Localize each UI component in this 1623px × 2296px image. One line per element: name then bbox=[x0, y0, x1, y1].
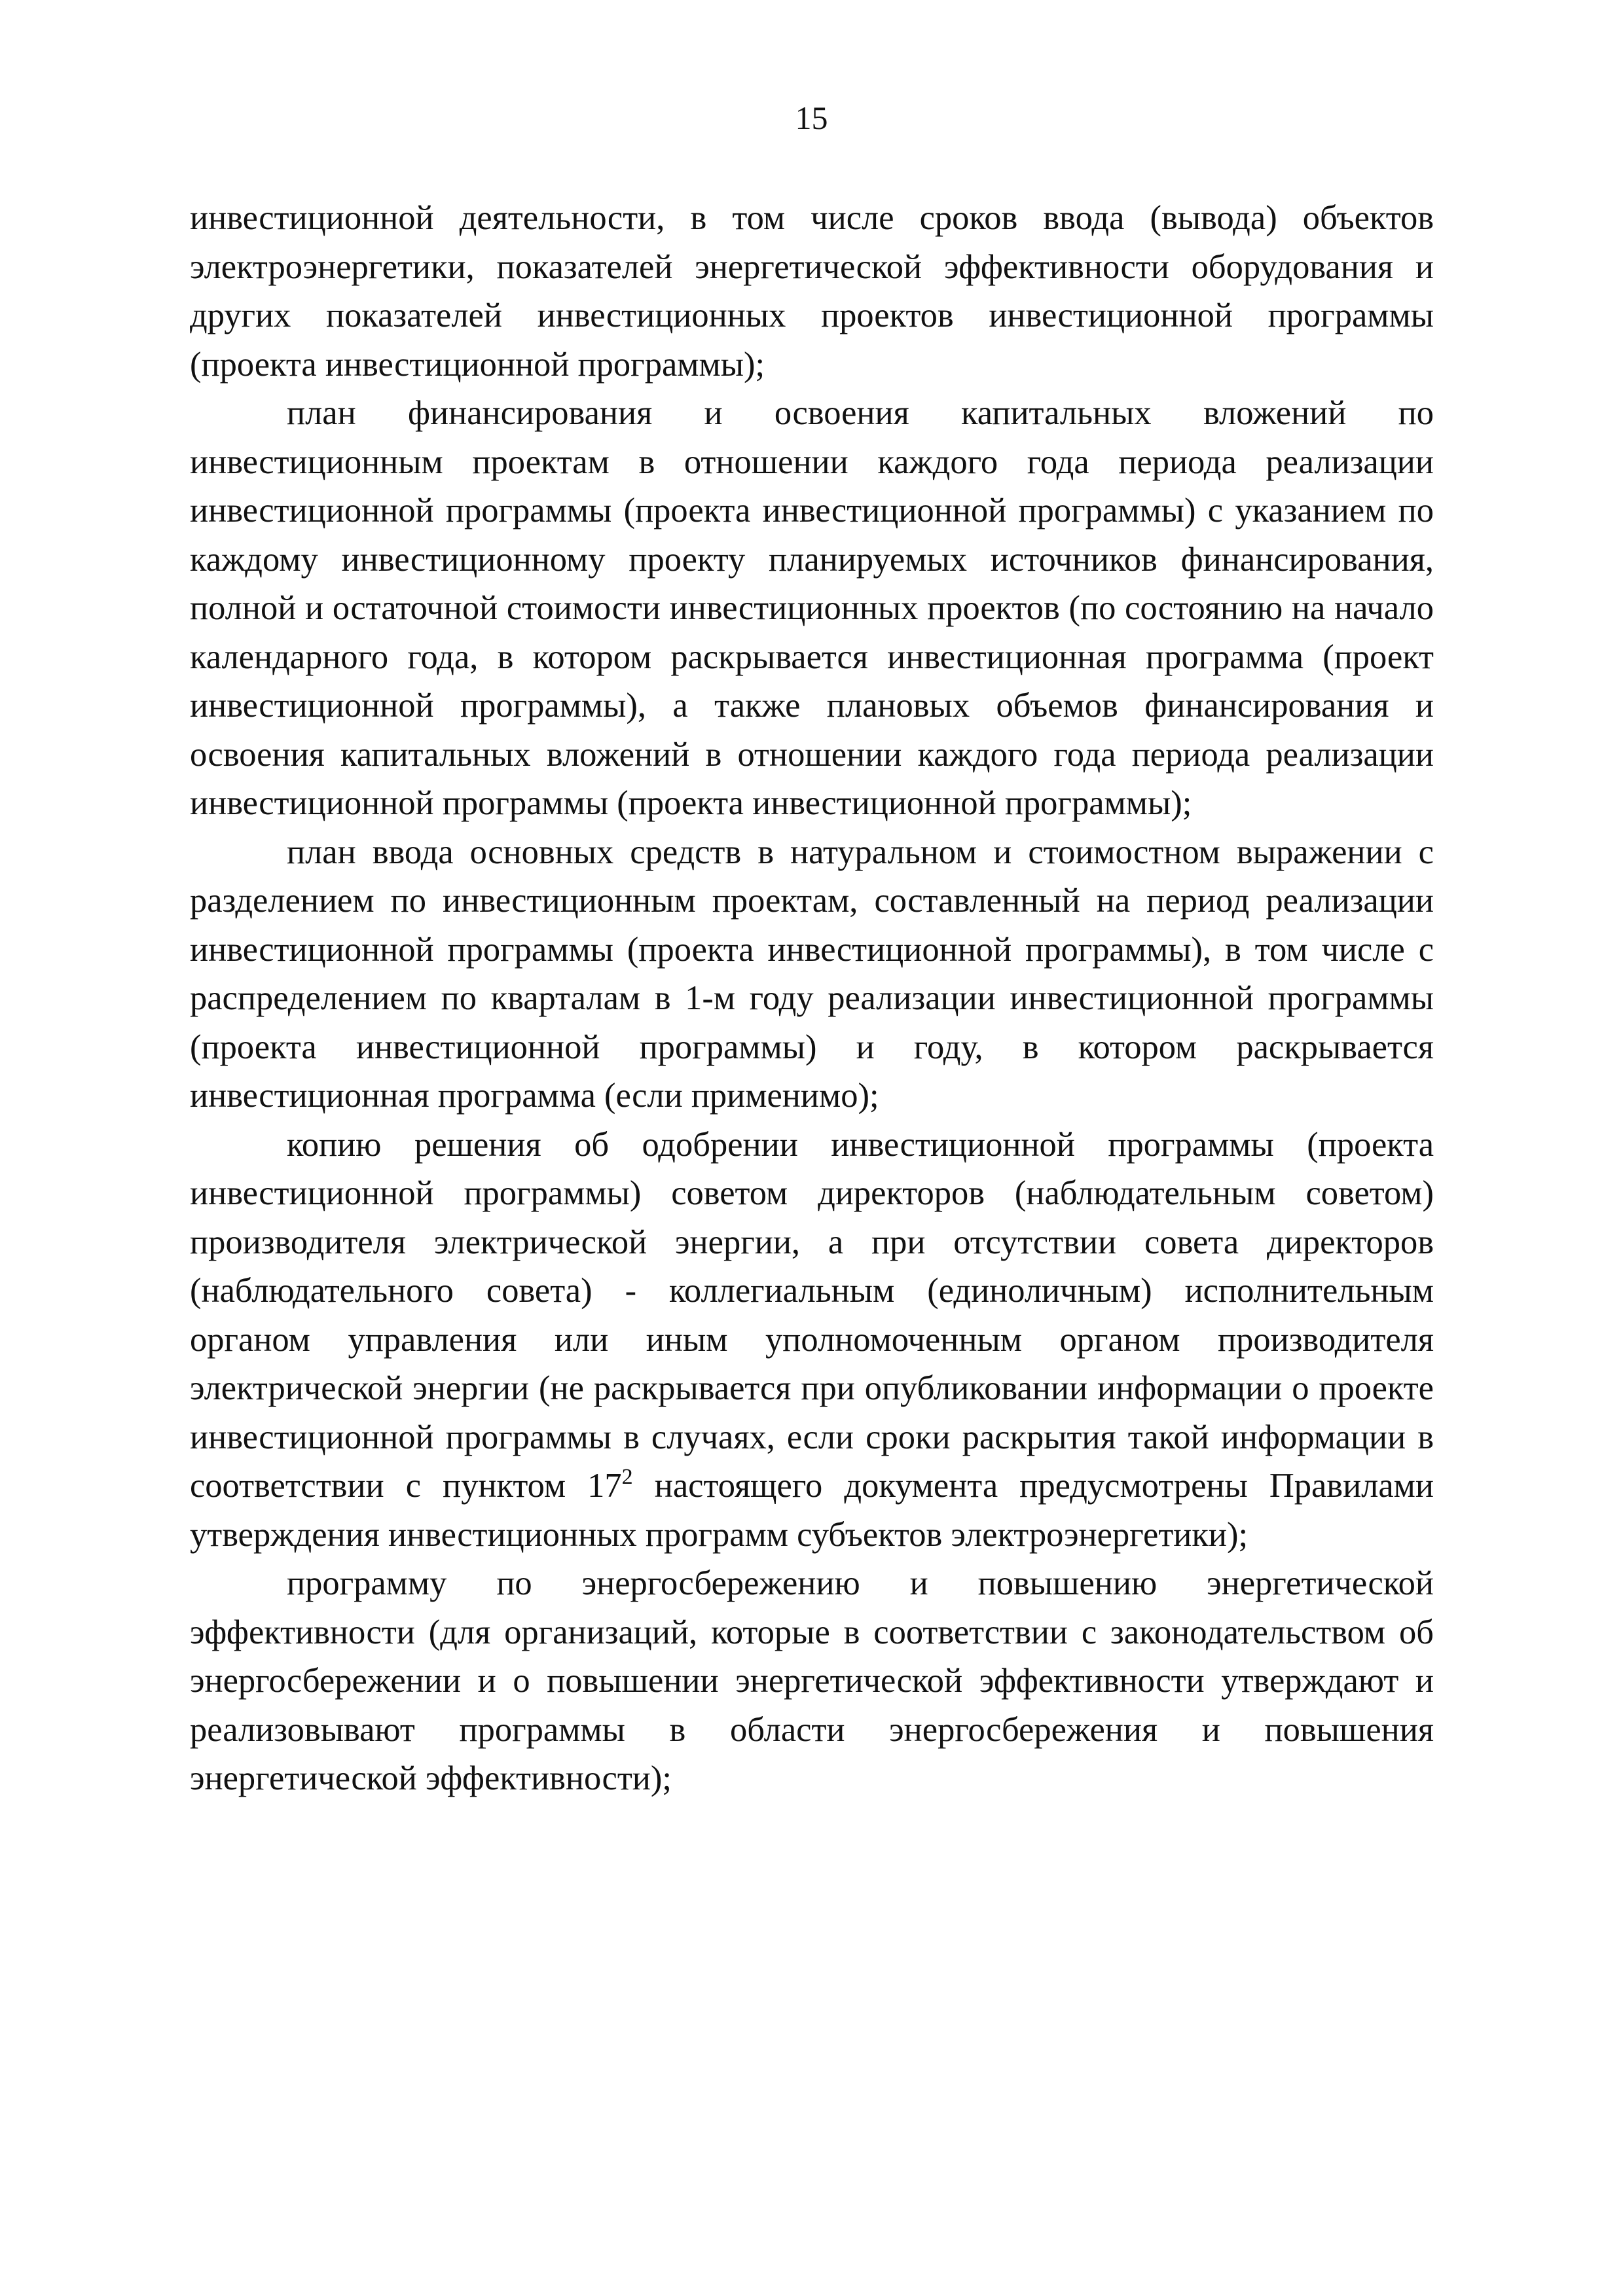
paragraph-fixed-assets-plan: план ввода основных средств в натуральном и стоимостном выражении с разделением по инвестиционным проектам, составленный на период реализации инвестиционной программы (проекта инвестиционной программы), в том числе с распределением по кварталам в 1-м году реализации инвестиционной программы (проекта инвестиционной программы) и году, в котором раскрывается инвестиционная программа (если применимо); bbox=[190, 833, 1434, 1115]
paragraph-financing-plan: план финансирования и освоения капитальных вложений по инвестиционным проектам в отношении каждого года периода реализации инвестиционной программы (проекта инвестиционной программы) с указанием по каждому инвестиционному проекту планируемых источников финансирования, полной и остаточной стоимости инвестиционных проектов (по состоянию на начало календарного года, в котором раскрывается инвестиционная программа (проект инвестиционной программы), а также плановых объемов финансирования и освоения капитальных вложений в отношении каждого года периода реализации инвестиционной программы (проекта инвестиционной программы); bbox=[190, 394, 1434, 822]
page-number: 15 bbox=[795, 99, 828, 136]
paragraph-approval-text-after: настоящего документа предусмотрены Правилами утверждения инвестиционных программ субъектов электроэнергетики); bbox=[190, 1467, 1434, 1554]
paragraph-approval-decision-copy bbox=[190, 1121, 1434, 1560]
clause-superscript: 2 bbox=[621, 1465, 633, 1489]
document-body bbox=[190, 194, 1434, 1803]
paragraph-investment-activity: инвестиционной деятельности, в том числе сроков ввода (вывода) объектов электроэнергетики, показателей энергетической эффективности оборудования и других показателей инвестиционных проектов инвестиционной программы (проекта инвестиционной программы); bbox=[190, 199, 1434, 384]
paragraph-energy-saving-program: программу по энергосбережению и повышению энергетической эффективности (для организаций, которые в соответствии с законодательством об энергосбережении и о повышении энергетической эффективности утверждают и реализовывают программы в области энергосбережения и повышения энергетической эффективности); bbox=[190, 1564, 1434, 1797]
paragraph-approval-text-before: копию решения об одобрении инвестиционной программы (проекта инвестиционной программы) советом директоров (наблюдательным советом) производителя электрической энергии, а при отсутствии совета директоров (наблюдательного совета) - коллегиальным (единоличным) исполнительным органом управления или иным уполномоченным органом производителя электрической энергии (не раскрывается при опубликовании информации о проекте инвестиционной программы в случаях, если сроки раскрытия такой информации в соответствии с пунктом 17 bbox=[190, 1125, 1434, 1505]
